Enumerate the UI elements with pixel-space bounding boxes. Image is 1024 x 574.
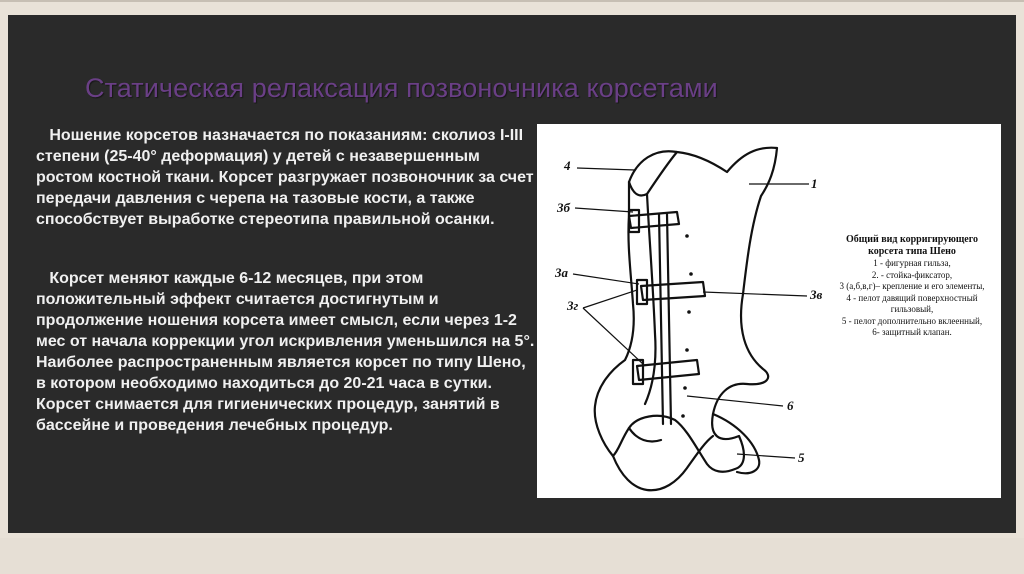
caption-title-line2: корсета типа Шено	[868, 246, 956, 257]
paragraph-replacement	[36, 268, 536, 436]
strap-middle	[641, 282, 705, 300]
brace-lower-cut	[629, 428, 661, 442]
fixator-rod-left	[659, 214, 663, 424]
brace-outline	[595, 148, 777, 472]
legend-item: 5 - пелот дополнительно вклеенный,	[841, 315, 983, 326]
slide-title: Статическая релаксация позвоночника корсетами	[85, 73, 718, 103]
paragraph-indications	[36, 125, 536, 230]
leader-3g-a	[583, 290, 637, 308]
top-border-line	[0, 0, 1024, 2]
legend-item: 2. - стойка-фиксатор,	[871, 269, 953, 280]
strap-bottom	[637, 360, 699, 380]
legend-item: 3 (а,б,в,г)– крепление и его элементы,	[839, 281, 985, 291]
caption-title-line1: Общий вид корригирующего	[845, 234, 979, 245]
label-5: 5	[798, 450, 805, 465]
bottom-strip	[0, 538, 1024, 574]
label-3g: 3г	[567, 298, 579, 313]
leader-3a	[573, 274, 639, 284]
legend-item: 1 - фигурная гильза,	[873, 258, 951, 268]
legend-item: 6- защитный клапан.	[872, 327, 952, 337]
brace-lower-flap	[613, 436, 713, 490]
leader-6	[687, 396, 783, 406]
strap-top	[629, 212, 679, 228]
paragraph-replacement-text: Корсет меняют каждые 6-12 месяцев, при этом положительный эффект считается достигнутым и продолжение ношения корсета имеет смысл, если через 1-2 мес от начала коррекции угол искривления уменьшился на 5°. Наиболее распространенным является корсет по типу Шено, в котором необходимо находиться до 20-21 часа в сутки. Корсет снимается для гигиенических процедур, занятий в бассейне и проведения лечебных процедур.	[36, 270, 535, 434]
legend-item: 4 - пелот давящий поверхностный	[846, 292, 978, 303]
figure-caption	[827, 234, 997, 339]
corset-figure	[537, 124, 1001, 498]
label-4: 4	[564, 158, 571, 173]
leader-5	[737, 454, 795, 458]
fixator-rod-right	[667, 214, 671, 424]
label-3a: 3а	[555, 265, 568, 280]
label-3v: 3в	[810, 287, 823, 302]
brace-right-bulge	[713, 414, 759, 473]
label-1: 1	[811, 176, 818, 191]
legend-item: гильзовый,	[890, 304, 934, 314]
paragraph-indications-text: Ношение корсетов назначается по показаниям: сколиоз I-III степени (25-40° деформация) у детей с незавершенным ростом костной ткани. Корсет разгружает позвоночник за счет передачи давления с черепа на тазовые кости, а также способствует выработке стереотипа правильной осанки.	[36, 127, 534, 228]
label-3b: 3б	[557, 200, 570, 215]
leader-4	[577, 168, 635, 170]
brace-inner-fold	[629, 152, 677, 196]
leader-3v	[703, 292, 807, 296]
leader-3b	[575, 208, 633, 212]
label-6: 6	[787, 398, 794, 413]
